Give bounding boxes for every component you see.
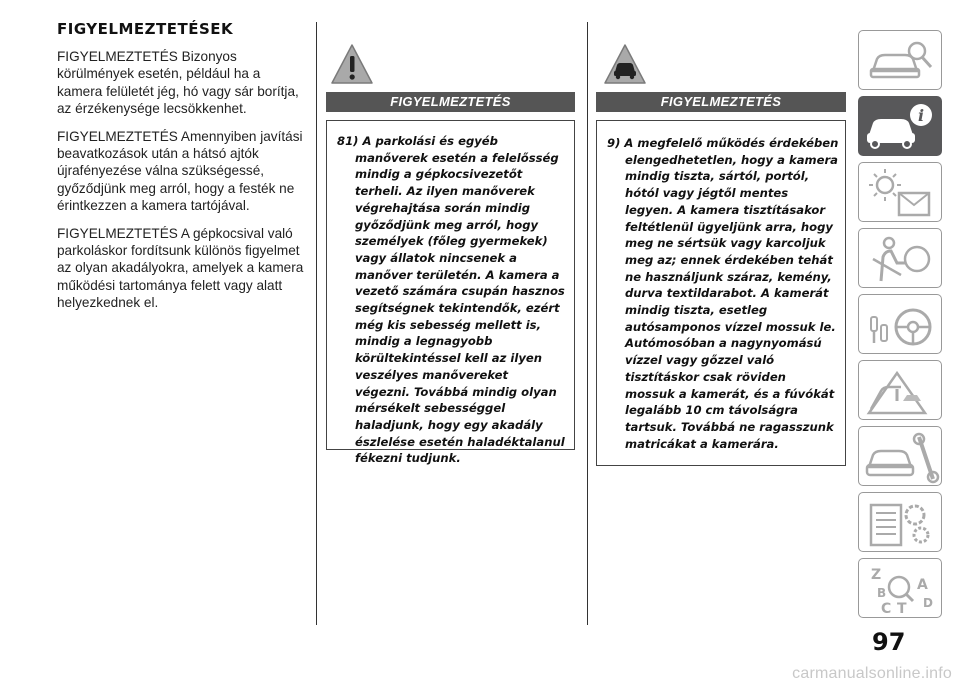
tab-dashboard-lights[interactable]: [858, 162, 942, 222]
warning-box: [596, 120, 846, 466]
warning-title-bar: FIGYELMEZTETÉS: [596, 92, 846, 112]
left-column: [57, 20, 309, 322]
section-heading: FIGYELMEZTETÉSEK: [57, 20, 234, 38]
svg-text:D: D: [923, 596, 933, 610]
car-info-icon: [859, 97, 942, 156]
svg-text:A: A: [917, 577, 928, 593]
info-badge: i: [917, 106, 925, 125]
tab-road-warning[interactable]: [858, 360, 942, 420]
warning-title-bar: FIGYELMEZTETÉS: [326, 92, 575, 112]
svg-text:B: B: [877, 586, 887, 600]
chapter-tabs: [858, 30, 944, 624]
warning-text: 81) A parkolási és egyéb manőverek esetén a felelősség mindig a gépkocsivezetőt terheli. Az ilyen manőverek végrehajtása során mindig győződjünk meg arról, hogy személyek (főleg gyermekek) vagy állatok nincsenek a manőver területén. A kamera a vezető számára csupán hasznos segítségnek tekintendők, ezért még kis sebesség mellett is, mindig a legnagyobb körültekintéssel kell az ilyen veszélyes manővereket végezni. Továbbá mindig olyan mérsékelt sebességgel haladjunk, hogy egy akadály észlelése esetén haladéktalanul fékezni tudjunk.: [337, 134, 565, 466]
column-divider: [587, 22, 588, 625]
warning-text: 9) A megfelelő működés érdekében elengedhetetlen, hogy a kamera mindig tiszta, sártól, portól, hótól vagy jégtől mentes legyen. A kamera tisztításakor feltétlenül ügyeljünk arra, hogy meg ne sértsük vagy karcoljuk meg az; ennek érdekében tehát ne használjunk száraz, kemény, durva textildarabot. A kamerát mindig tiszta, esetleg autósamponos vízzel mossuk le. Autómosóban a nagynyomású vízzel vagy gőzzel való tisztításkor csak röviden mossuk a kamerát, és a fúvókát legalább 10 cm távolságra tartsuk. Továbbá ne ragasszunk matricákat a kamerára.: [607, 136, 839, 451]
tab-car-maintenance[interactable]: [858, 426, 942, 486]
warning-paragraph-3: FIGYELMEZTETÉS A gépkocsival való parkoláskor fordítsunk különös figyelmet az olyan akadályokra, amelyek a kamera működési tartománya felett vagy alatt helyezkednek el.: [57, 225, 304, 311]
column-divider: [316, 22, 317, 625]
tab-steering-wheel[interactable]: [858, 294, 942, 354]
exclamation-warning-icon: [330, 43, 374, 90]
page-number: 97: [872, 628, 906, 656]
svg-text:T: T: [897, 601, 907, 617]
svg-text:C: C: [881, 601, 892, 617]
tab-airbag-safety[interactable]: [858, 228, 942, 288]
tab-car-info[interactable]: [858, 96, 942, 156]
airbag-safety-icon: [859, 229, 942, 288]
alphabetical-index-icon: [859, 559, 942, 618]
specifications-icon: [859, 493, 942, 552]
car-maintenance-icon: [859, 427, 942, 486]
tab-alphabetical-index[interactable]: [858, 558, 942, 618]
car-search-icon: [859, 31, 942, 90]
svg-text:Z: Z: [871, 567, 882, 583]
road-warning-icon: [859, 361, 942, 420]
tab-specifications[interactable]: [858, 492, 942, 552]
car-warning-icon: [603, 43, 647, 90]
warning-paragraph-2: FIGYELMEZTETÉS Amennyiben javítási beavatkozások után a hátsó ajtók újrafényezése válna szükségessé, győződjünk meg arról, hogy a festék ne érintkezzen a kamera tartójával.: [57, 128, 303, 214]
steering-wheel-icon: [859, 295, 942, 354]
tab-car-search[interactable]: [858, 30, 942, 90]
dashboard-lights-icon: [859, 163, 942, 222]
watermark: carmanualsonline.info: [792, 665, 952, 682]
warning-box: [326, 120, 575, 466]
warning-paragraph-1: FIGYELMEZTETÉS Bizonyos körülmények esetén, például ha a kamera felületét jég, hó vagy sár borítja, az érzékenysége lecsökkenhet.: [57, 49, 299, 117]
